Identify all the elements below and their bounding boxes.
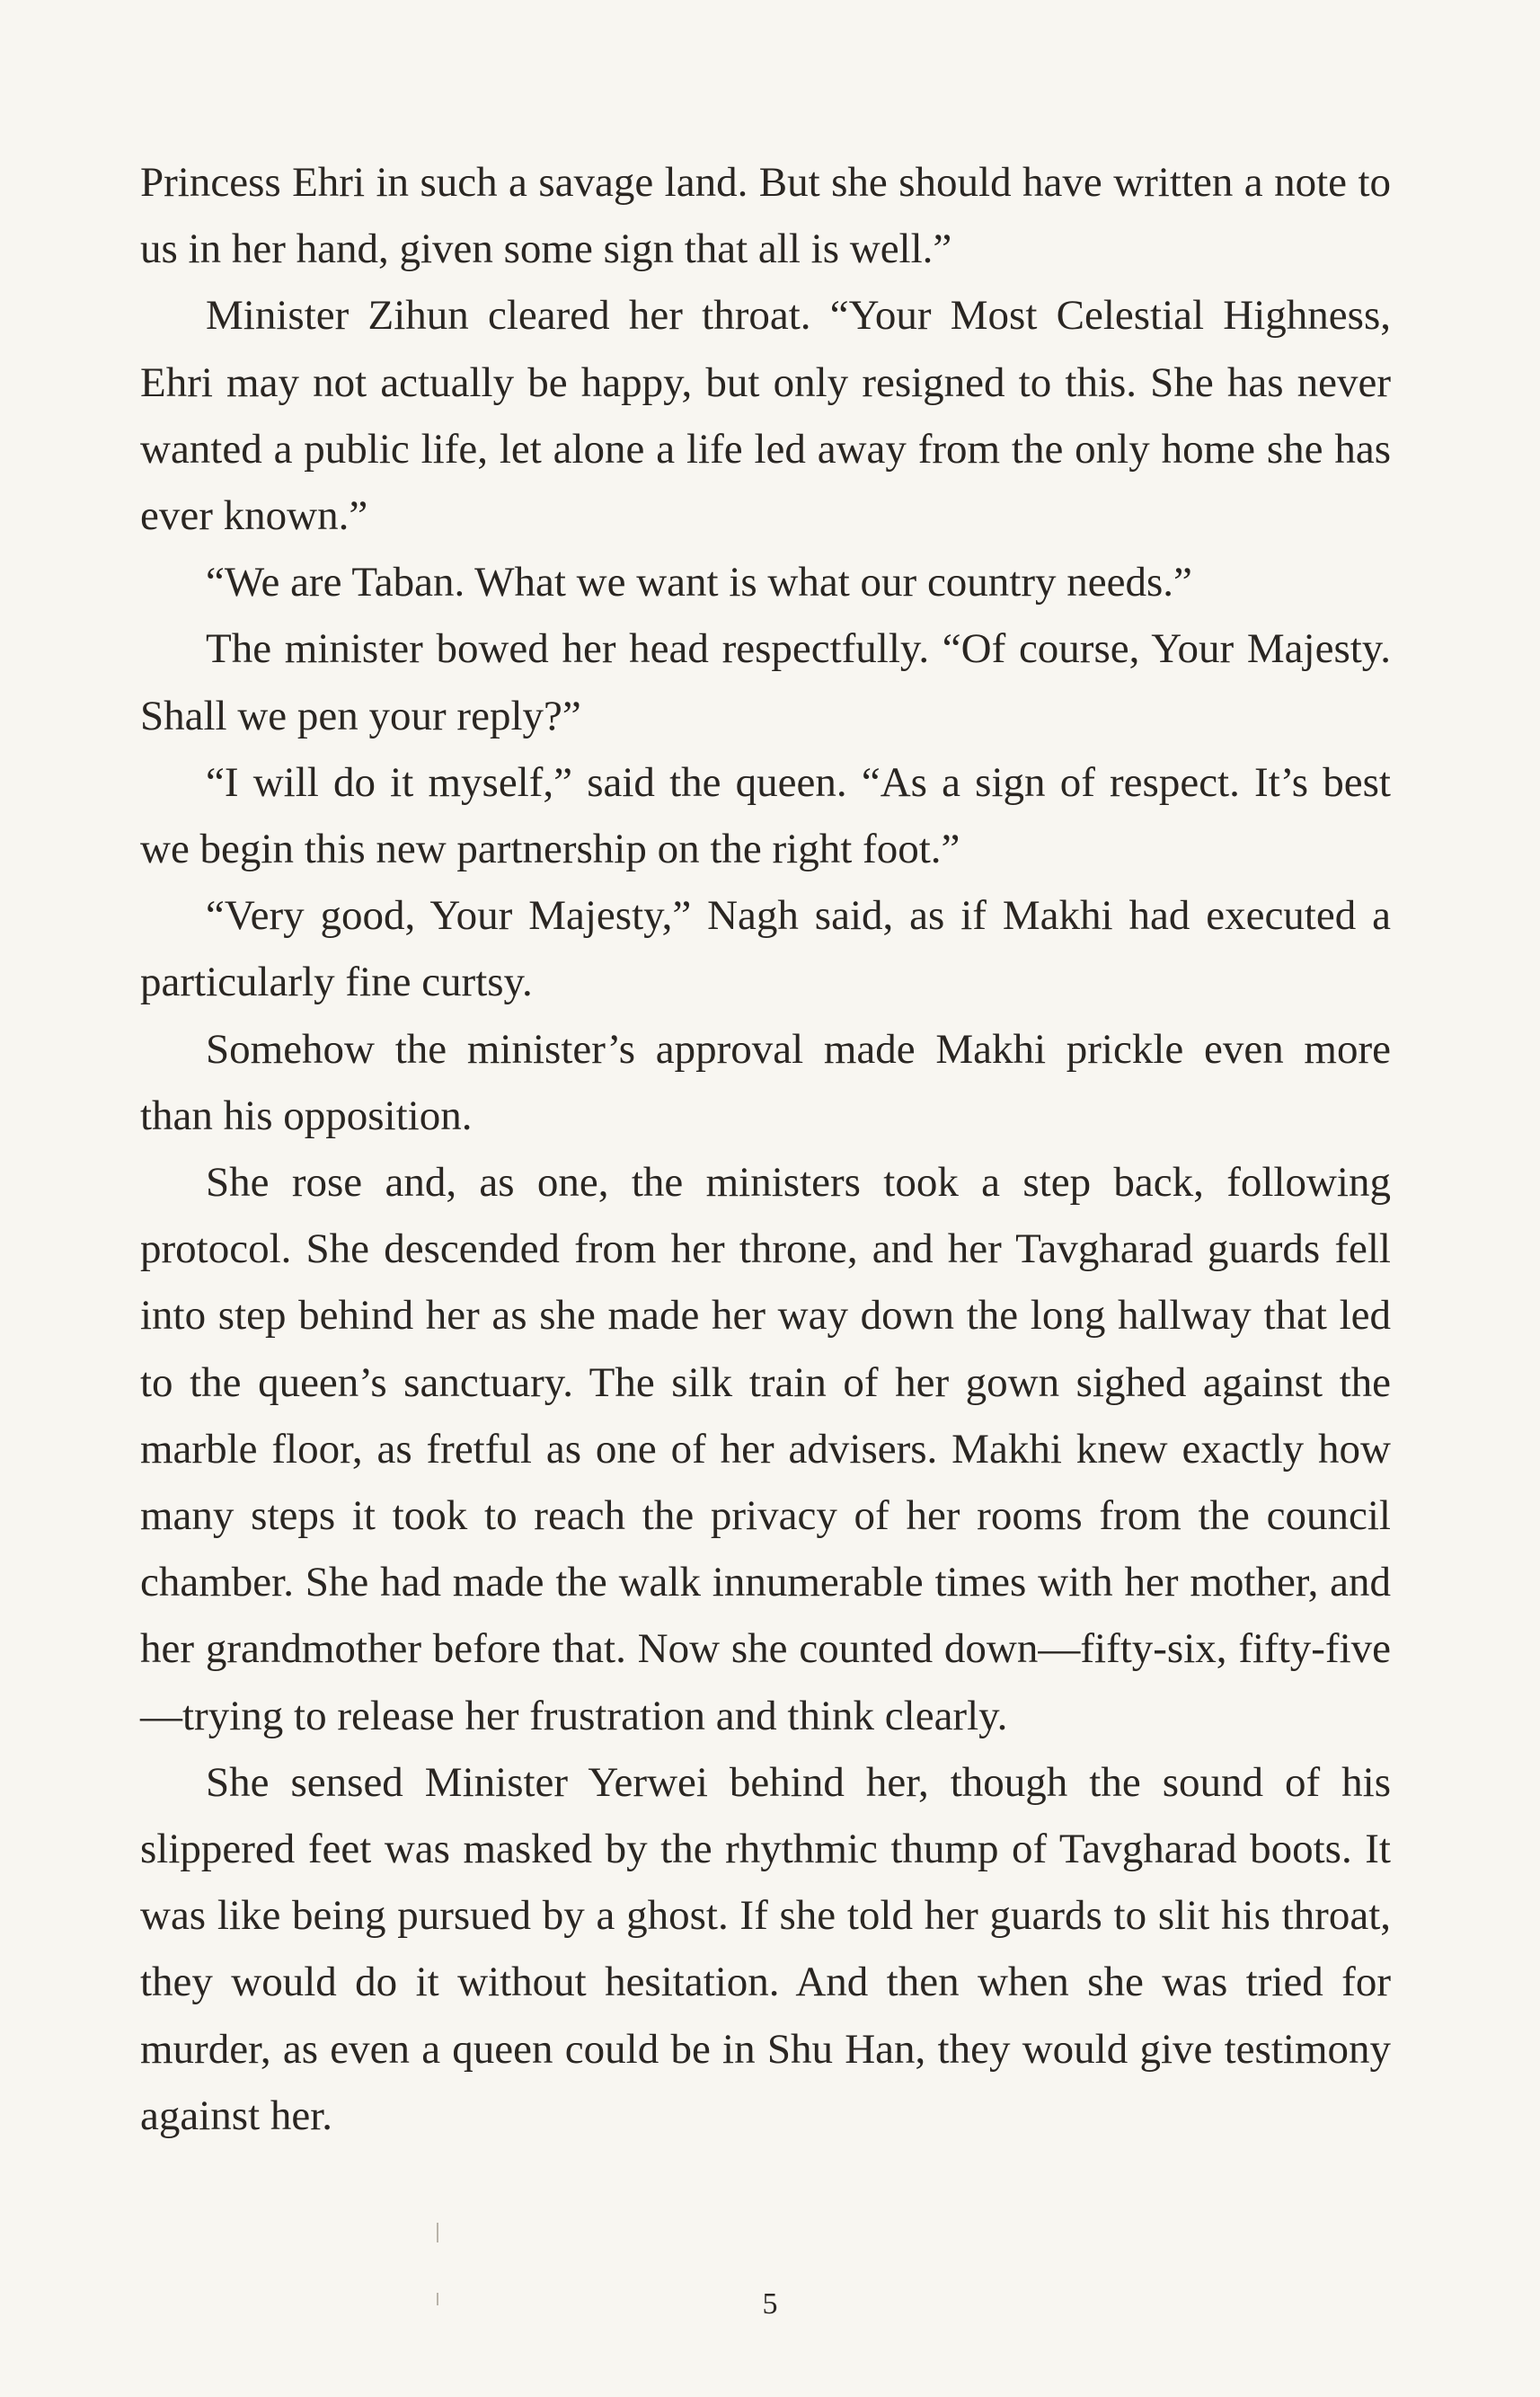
paragraph: “Very good, Your Majesty,” Nagh said, as if Makhi had executed a particularly fine curtsy. bbox=[140, 892, 1391, 1006]
paragraph: Princess Ehri in such a savage land. But she should have written a note to us in her hand, given some sign that all is well.” bbox=[140, 159, 1391, 273]
paragraph: “I will do it myself,” said the queen. “As a sign of respect. It’s best we begin this new partnership on the right foot.” bbox=[140, 758, 1391, 873]
paragraph: She rose and, as one, the ministers took a step back, following protocol. She descended from her throne, and her Tavgharad guards fell into step behind her as she made her way down the long hallway that led to the queen’s sanctuary. The silk train of her gown sighed against the marble floor, as fretful as one of her advisers. Makhi knew exactly how many steps it took to reach the privacy of her rooms from the council chamber. She had made the walk innumerable times with her mother, and her grandmother before that. Now she counted down—fifty-six, fifty-five—trying to release her frustration and think clearly. bbox=[140, 1159, 1391, 1739]
body-text bbox=[140, 149, 1391, 2149]
paragraph: The minister bowed her head respectfully. “Of course, Your Majesty. Shall we pen your reply?” bbox=[140, 625, 1391, 739]
page-number: 5 bbox=[762, 2287, 778, 2321]
paragraph: Minister Zihun cleared her throat. “Your Most Celestial Highness, Ehri may not actually be happy, but only resigned to this. She has never wanted a public life, let alone a life led away from the only home she has ever known.” bbox=[140, 292, 1391, 540]
paragraph: “We are Taban. What we want is what our country needs.” bbox=[206, 559, 1192, 606]
paragraph: Somehow the minister’s approval made Makhi prickle even more than his opposition. bbox=[140, 1025, 1391, 1139]
paragraph: She sensed Minister Yerwei behind her, though the sound of his slippered feet was masked by the rhythmic thump of Tavgharad boots. It was like being pursued by a ghost. If she told her guards to slit his throat, they would do it without hesitation. And then when she was tried for murder, as even a queen could be in Shu Han, they would give testimony against her. bbox=[140, 1758, 1391, 2139]
scan-speck bbox=[437, 2223, 438, 2242]
